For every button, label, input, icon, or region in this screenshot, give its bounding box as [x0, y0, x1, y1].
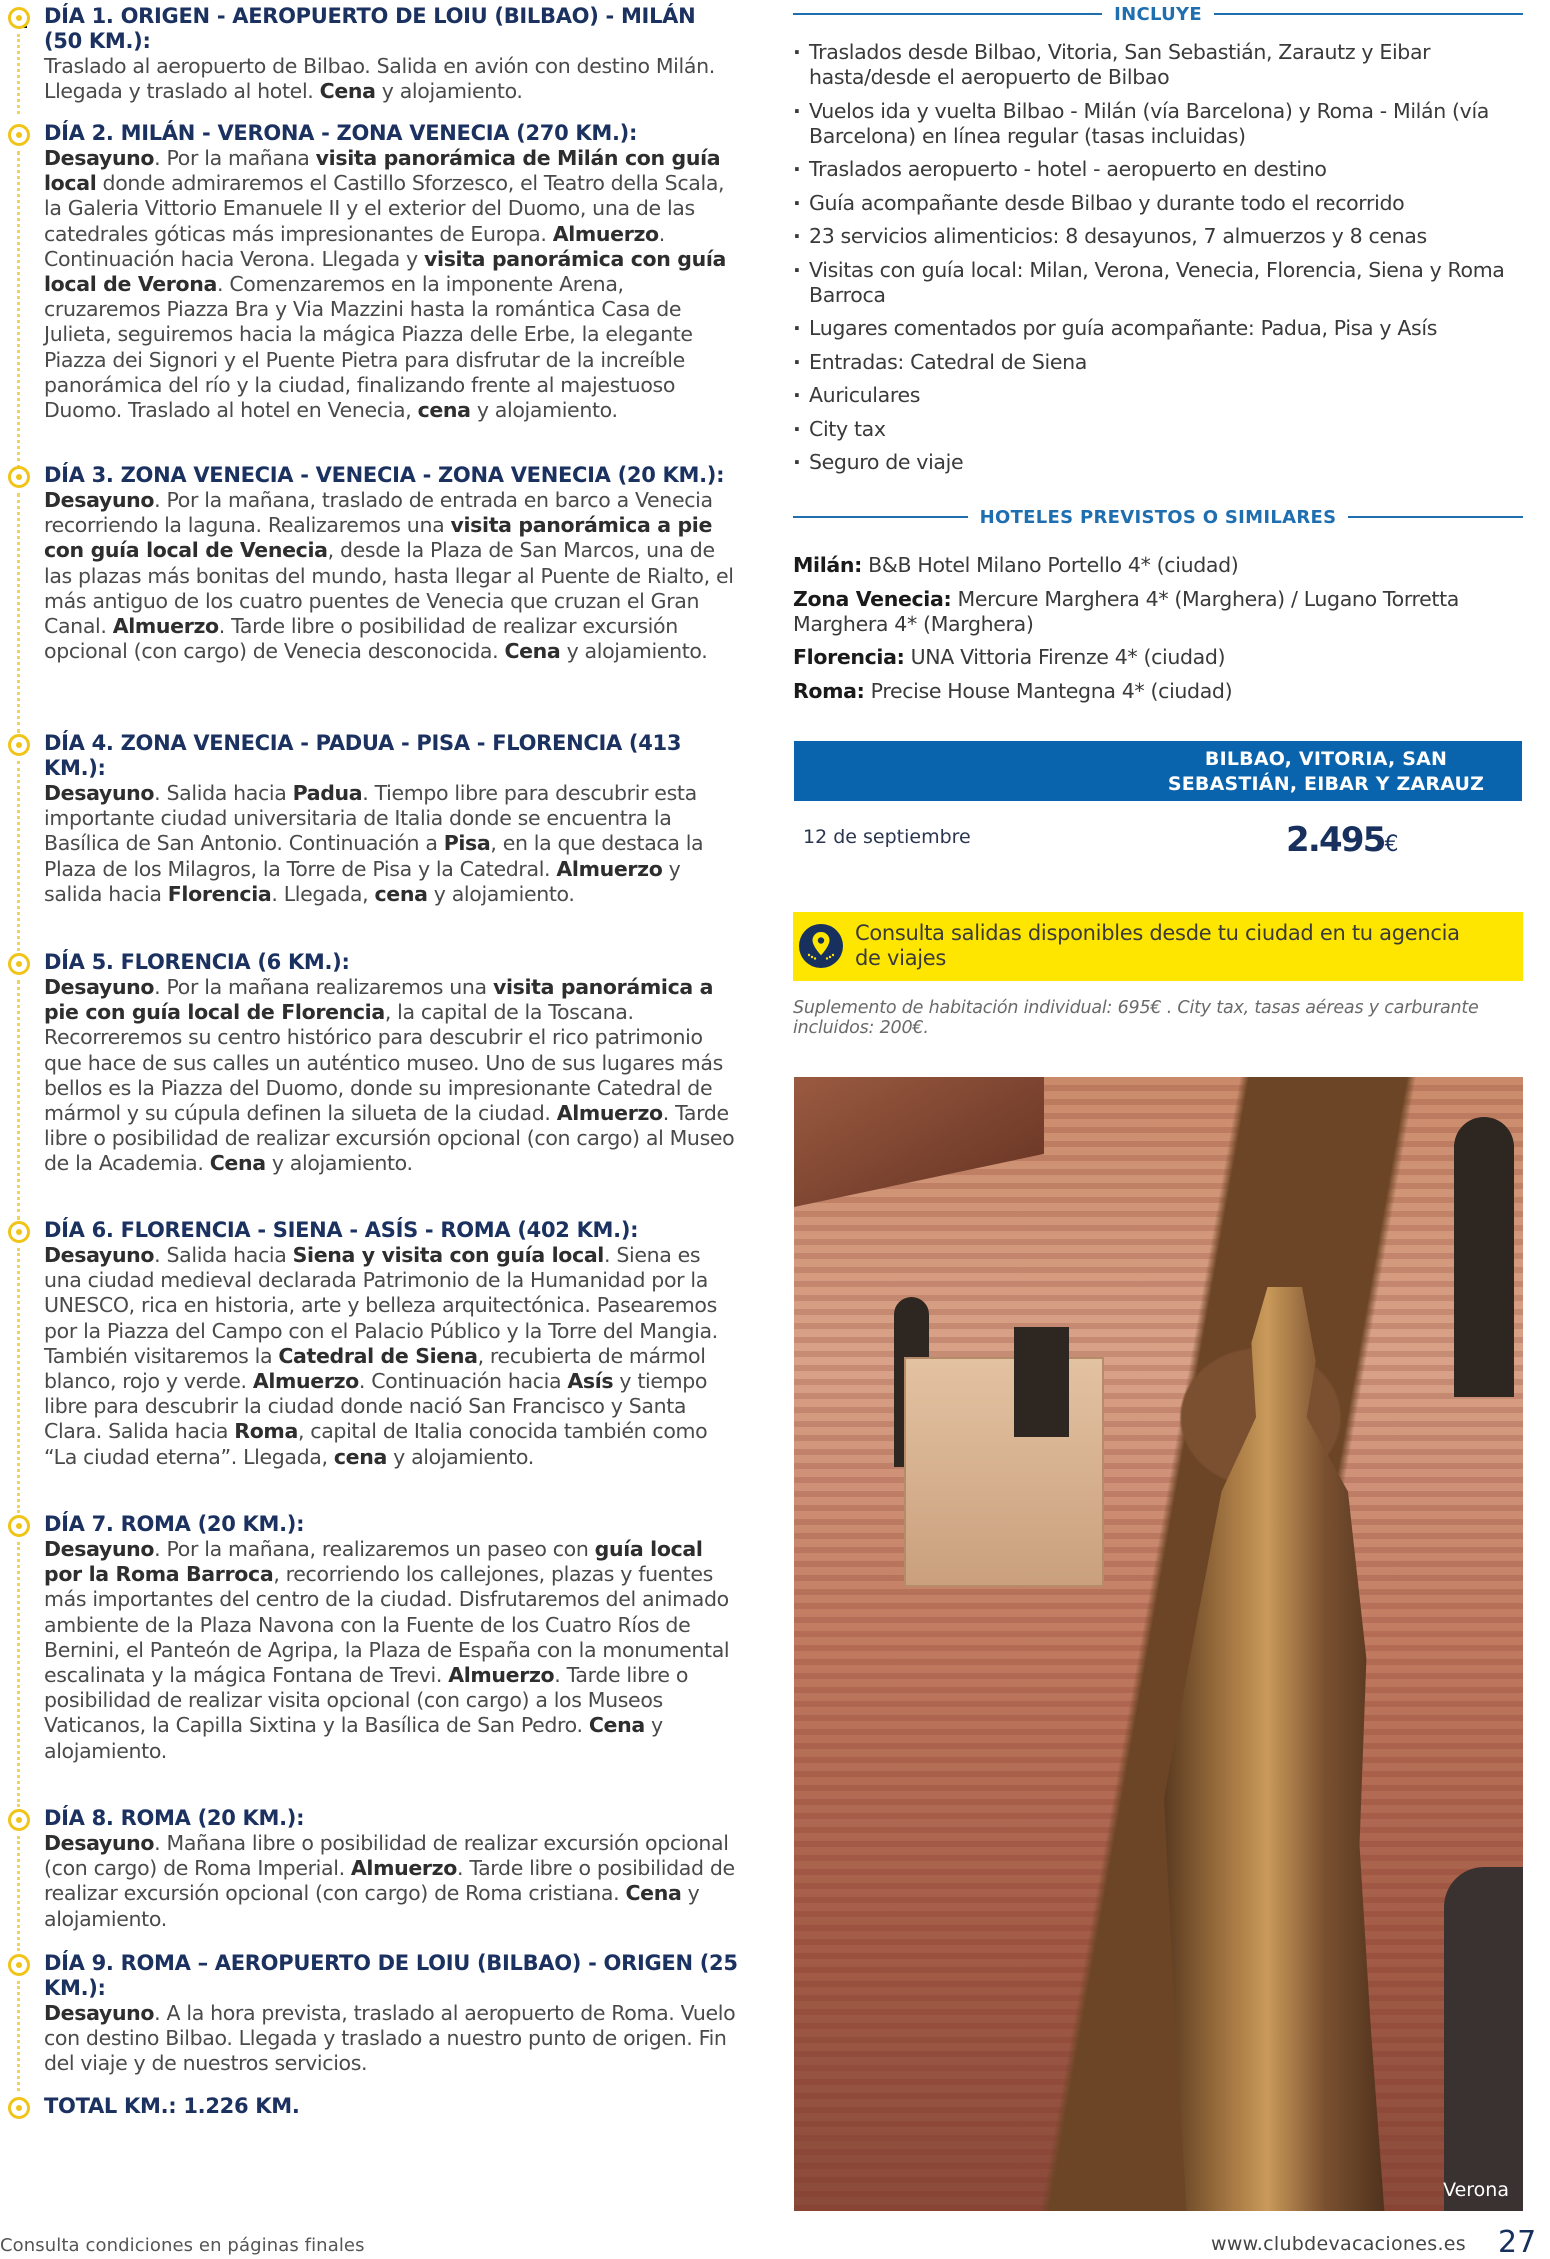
highlighted-text: visita panorámica de Milán con guía local [44, 146, 721, 196]
highlighted-text: Desayuno [44, 1243, 155, 1267]
includes-item: · Traslados desde Bilbao, Vitoria, San Sebastián, Zarautz y Eibar hasta/desde el aeropuerto de Bilbao [793, 40, 1523, 90]
highlighted-text: Almuerzo [252, 1369, 359, 1394]
departure-cities: BILBAO, VITORIA, SAN SEBASTIÁN, EIBAR Y ZARAUZ [1167, 748, 1485, 795]
hotel-name: Precise House Mantegna 4* (ciudad) [864, 678, 1233, 703]
timeline-dotted-line [17, 761, 20, 951]
timeline-marker-icon [8, 7, 30, 29]
hotel-city: Roma: [793, 678, 865, 703]
description-text: . Por la mañana realizaremos una [154, 975, 493, 999]
includes-item: · Guía acompañante desde Bilbao y durante todo el recorrido [793, 191, 1523, 216]
highlighted-text: cena [417, 398, 471, 423]
includes-item: · Traslados aeropuerto - hotel - aeropuerto en destino [793, 157, 1523, 182]
description-text: y alojamiento. [470, 398, 618, 423]
timeline-marker-icon [8, 1221, 30, 1243]
timeline-marker-icon [8, 2097, 30, 2119]
highlighted-text: visita panorámica a pie con guía local de Florencia [44, 975, 714, 1025]
description-text: . Tarde libre o posibilidad de realizar visita opcional (con cargo) a los Museos Vaticanos, la Capilla Sixtina y la Basílica de San Pedro. [44, 1663, 689, 1738]
description-text: Traslado al aeropuerto de Bilbao. Salida en avión con destino Milán. Llegada y traslado al hotel. [44, 54, 715, 104]
description-text: , en la que destaca la Plaza de los Milagros, la Torre de Pisa y la Catedral. [44, 831, 704, 881]
highlighted-text: guía local por la Roma Barroca [44, 1537, 703, 1587]
supplement-note: Suplemento de habitación individual: 695€ . City tax, tasas aéreas y carburante incluidos: 200€. [793, 998, 1479, 1038]
timeline-dotted-line [17, 1836, 20, 1951]
hotels-title: HOTELES PREVISTOS O SIMILARES [979, 506, 1337, 528]
day-description [44, 781, 740, 907]
hotels-list [793, 553, 1523, 712]
hotel-entry [793, 553, 1523, 578]
highlighted-text: Almuerzo [556, 856, 663, 881]
hotel-city: Milán: [793, 553, 862, 577]
highlighted-text: Desayuno [44, 2001, 155, 2025]
total-km: TOTAL KM.: 1.226 KM. [44, 2094, 300, 2118]
highlighted-text: Cena [319, 79, 376, 104]
divider [793, 516, 968, 518]
hotel-name: Mercure Marghera 4* (Marghera) / Lugano Torretta Marghera 4* (Marghera) [793, 586, 1460, 636]
day-description [44, 975, 740, 1177]
description-text: . Tarde libre o posibilidad de realizar excursión opcional (con cargo) al Museo de la Academia. [44, 1101, 735, 1176]
highlighted-text: Desayuno [44, 488, 155, 512]
description-text: y tiempo libre para descubrir la ciudad donde nació San Francisco y Santa Clara. Salida hacia [44, 1369, 708, 1444]
day-6 [0, 1218, 740, 1470]
footer-conditions: Consulta condiciones en páginas finales [0, 2235, 365, 2256]
highlighted-text: Cena [504, 639, 561, 664]
hotel-city: Florencia: [793, 645, 905, 669]
timeline-dotted-line [17, 34, 20, 114]
description-text: . Tarde libre o posibilidad de realizar excursión opcional (con cargo) de Roma cristiana. [44, 1856, 735, 1906]
includes-item: · Auriculares [793, 383, 1523, 408]
description-text: . Tarde libre o posibilidad de realizar excursión opcional (con cargo) de Venecia desconocida. [44, 614, 678, 664]
includes-item: · City tax [793, 417, 1523, 442]
highlighted-text: Desayuno [44, 781, 155, 805]
timeline-marker-icon [8, 734, 30, 756]
divider [793, 13, 1102, 15]
day-3 [0, 463, 740, 664]
includes-item: · Lugares comentados por guía acompañante: Padua, Pisa y Asís [793, 316, 1523, 341]
price-row [793, 820, 1523, 860]
day-description [44, 1831, 740, 1932]
timeline-dotted-line [17, 980, 20, 1220]
description-text: donde admiraremos el Castillo Sforzesco, el Teatro della Scala, la Galeria Vittorio Emanuele II y el exterior del Duomo, una de las catedrales góticas más impresionantes de Europa. [44, 171, 725, 246]
highlighted-text: Desayuno [44, 1831, 155, 1855]
timeline-marker-icon [8, 1954, 30, 1976]
timeline-marker-icon [8, 1809, 30, 1831]
highlighted-text: Desayuno [44, 146, 155, 170]
highlighted-text: Cena [588, 1713, 645, 1738]
description-text: y salida hacia [44, 856, 681, 906]
includes-item: · Seguro de viaje [793, 450, 1523, 475]
timeline-marker-icon [8, 953, 30, 975]
day-description [44, 1243, 740, 1470]
includes-heading [793, 2, 1523, 26]
day-title: DÍA 3. ZONA VENECIA - VENECIA - ZONA VENECIA (20 KM.): [44, 463, 725, 487]
timeline-dotted-line [17, 1981, 20, 2091]
timeline-marker-icon [8, 1515, 30, 1537]
day-title: DÍA 5. FLORENCIA (6 KM.): [44, 950, 350, 974]
highlighted-text: Almuerzo [112, 614, 219, 639]
includes-list [793, 40, 1523, 484]
hotel-entry [793, 587, 1523, 637]
hotel-entry [793, 645, 1523, 670]
description-text: . Por la mañana [154, 146, 316, 170]
highlighted-text: Cena [625, 1881, 682, 1906]
description-text: . Llegada, [271, 881, 375, 906]
description-text: y alojamiento. [427, 881, 575, 906]
highlighted-text: cena [333, 1444, 387, 1469]
description-text: y alojamiento. [44, 1713, 663, 1763]
day-5 [0, 950, 740, 1177]
hotel-name: B&B Hotel Milano Portello 4* (ciudad) [861, 553, 1239, 577]
highlighted-text: visita panorámica con guía local de Verona [44, 246, 727, 297]
photo-balcony [904, 1357, 1104, 1587]
location-pin-icon [799, 924, 843, 968]
currency-symbol: € [1384, 832, 1399, 857]
footer-url[interactable]: www.clubdevacaciones.es [1211, 2233, 1466, 2255]
description-text: , recorriendo los callejones, plazas y fuentes más importantes del centro de la ciudad. Disfrutaremos del animado ambiente de la Plaza Navona con la Fuente de los Cuatro Ríos de Bernini, el Panteón de Agripa, la Plaza de España con la monumental escalinata y la mágica Fontana de Trevi. [44, 1562, 730, 1688]
divider [1348, 516, 1523, 518]
description-text: y alojamiento. [560, 639, 708, 664]
description-text: , la capital de la Toscana. Recorreremos su centro histórico para descubrir el rico patrimonio que hace de sus calles un auténtico museo. Uno de sus lugares más bellos es la Piazza del Duomo, donde su impresionante Catedral de mármol y su cúpula definen la silueta de la ciudad. [44, 1000, 723, 1126]
description-text: . Salida hacia [154, 1243, 293, 1267]
photo-door [1444, 1867, 1523, 2211]
includes-item: · Vuelos ida y vuelta Bilbao - Milán (vía Barcelona) y Roma - Milán (vía Barcelona) en línea regular (tasas incluidas) [793, 99, 1523, 149]
hotels-heading [793, 505, 1523, 529]
highlighted-text: Desayuno [44, 975, 155, 999]
day-4 [0, 731, 740, 907]
timeline-dotted-line [17, 1248, 20, 1513]
description-text: y alojamiento. [386, 1444, 534, 1469]
description-text: y alojamiento. [375, 79, 523, 104]
includes-title: INCLUYE [1114, 3, 1202, 25]
description-text: . Mañana libre o posibilidad de realizar excursión opcional (con cargo) de Roma Imperial. [44, 1831, 729, 1881]
total-distance [0, 2094, 740, 2119]
price-table-header [794, 741, 1522, 801]
day-9 [0, 1951, 740, 2077]
departures-notice [793, 912, 1523, 981]
day-8 [0, 1806, 740, 1932]
day-2 [0, 121, 740, 423]
timeline-dotted-line [17, 151, 20, 469]
description-text: . Por la mañana, realizaremos un paseo con [154, 1537, 595, 1561]
highlighted-text: visita panorámica a pie con guía local de Venecia [44, 513, 713, 563]
description-text: . A la hora prevista, traslado al aeropuerto de Roma. Vuelo con destino Bilbao. Llegada y traslado a nuestro punto de origen. Fin del viaje y de nuestros servicios. [44, 2001, 736, 2076]
photo-statue [1164, 1287, 1394, 2211]
description-text: , desde la Plaza de San Marcos, una de las plazas más bonitas del mundo, hasta llegar al Puente de Rialto, el más antiguo de los cuatro puentes de Venecia que cruzan el Gran Canal. [44, 538, 734, 639]
includes-item: · Entradas: Catedral de Siena [793, 350, 1523, 375]
highlighted-text: Almuerzo [350, 1856, 457, 1881]
day-title: DÍA 7. ROMA (20 KM.): [44, 1512, 305, 1536]
description-text: . Continuación hacia Verona. Llegada y [44, 221, 665, 271]
highlighted-text: Desayuno [44, 1537, 155, 1561]
highlighted-text: Catedral de Siena [278, 1343, 478, 1368]
description-text: . Continuación hacia [358, 1369, 568, 1394]
day-title: DÍA 4. ZONA VENECIA - PADUA - PISA - FLORENCIA (413 KM.): [44, 731, 682, 780]
day-title: DÍA 6. FLORENCIA - SIENA - ASÍS - ROMA (402 KM.): [44, 1218, 639, 1242]
departure-date: 12 de septiembre [803, 826, 971, 848]
description-text: , capital de Italia conocida también como “La ciudad eterna”. Llegada, [44, 1419, 708, 1469]
page-number: 27 [1498, 2225, 1537, 2259]
timeline-dotted-line [17, 493, 20, 733]
highlighted-text: Roma [234, 1419, 298, 1444]
day-title: DÍA 9. ROMA – AEROPUERTO DE LOIU (BILBAO) - ORIGEN (25 KM.): [44, 1951, 738, 2000]
description-text: y alojamiento. [44, 1881, 700, 1931]
timeline-marker-icon [8, 466, 30, 488]
day-description [44, 1537, 740, 1764]
highlighted-text: Almuerzo [448, 1663, 555, 1688]
day-title: DÍA 1. ORIGEN - AEROPUERTO DE LOIU (BILBAO) - MILÁN (50 KM.): [44, 4, 696, 53]
description-text: . Comenzaremos en la imponente Arena, cruzaremos Piazza Bra y Via Mazzini hasta la romántica Casa de Julieta, seguiremos hacia la mágica Piazza delle Erbe, la elegante Piazza dei Signori y el Puente Pietra para disfrutar de la increíble panorámica del río y la ciudad, finalizando frente al majestuoso Duomo. Traslado al hotel en Venecia, [44, 272, 693, 423]
hotel-entry [793, 679, 1523, 704]
highlighted-text: Asís [567, 1369, 614, 1394]
photo-caption: Verona [1443, 2179, 1509, 2201]
day-description [44, 488, 740, 664]
description-text: , recubierta de mármol blanco, rojo y verde. [44, 1343, 706, 1394]
highlighted-text: Padua [292, 781, 363, 805]
day-description [44, 2001, 740, 2077]
verona-juliet-statue-photo [794, 1077, 1523, 2211]
includes-item: · 23 servicios alimenticios: 8 desayunos, 7 almuerzos y 8 cenas [793, 224, 1523, 249]
highlighted-text: Almuerzo [552, 221, 659, 246]
timeline-dotted-line [17, 1542, 20, 1807]
timeline-marker-icon [8, 124, 30, 146]
highlighted-text: Pisa [443, 831, 491, 856]
description-text: . Salida hacia [154, 781, 293, 805]
includes-item: · Visitas con guía local: Milan, Verona, Venecia, Florencia, Siena y Roma Barroca [793, 258, 1523, 308]
highlighted-text: Florencia [167, 881, 272, 906]
hotel-name: UNA Vittoria Firenze 4* (ciudad) [904, 645, 1226, 669]
highlighted-text: Siena y visita con guía local [292, 1243, 604, 1267]
day-title: DÍA 8. ROMA (20 KM.): [44, 1806, 305, 1830]
highlighted-text: cena [374, 881, 428, 906]
notice-text: Consulta salidas disponibles desde tu ciudad en tu agencia de viajes [855, 921, 1460, 970]
day-description [44, 146, 740, 423]
highlighted-text: Almuerzo [556, 1101, 663, 1126]
description-text: y alojamiento. [265, 1151, 413, 1176]
hotel-city: Zona Venecia: [793, 586, 952, 611]
divider [1214, 13, 1523, 15]
price-value: 2.495 [1286, 820, 1385, 860]
photo-window [1454, 1117, 1514, 1397]
description-text: . Tiempo libre para descubrir esta importante ciudad universitaria de Italia donde se encuentra la Basílica de San Antonio. Continuación a [44, 781, 697, 856]
photo-balcony-roof [794, 1077, 1044, 1207]
price [1286, 820, 1399, 860]
day-description [44, 54, 740, 104]
day-7 [0, 1512, 740, 1764]
photo-window [1014, 1327, 1069, 1437]
day-title: DÍA 2. MILÁN - VERONA - ZONA VENECIA (270 KM.): [44, 121, 638, 145]
highlighted-text: Cena [209, 1151, 266, 1176]
description-text: . Por la mañana, traslado de entrada en barco a Venecia recorriendo la laguna. Realizaremos una [44, 488, 713, 538]
day-1 [0, 4, 740, 104]
description-text: . Siena es una ciudad medieval declarada Patrimonio de la Humanidad por la UNESCO, rica en historia, arte y belleza arquitectónica. Pasearemos por la Piazza del Campo con el Palacio Público y la Torre del Mangia. También visitaremos la [44, 1243, 718, 1368]
